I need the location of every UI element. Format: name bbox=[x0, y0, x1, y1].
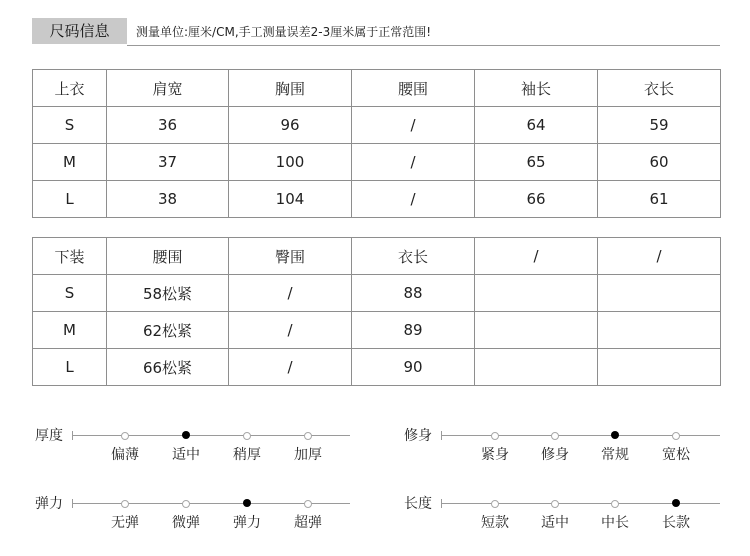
scale-dot bbox=[551, 500, 559, 508]
bottoms-size-table bbox=[32, 237, 721, 386]
table-cell bbox=[475, 275, 598, 312]
table-row bbox=[33, 181, 721, 218]
table-cell: / bbox=[352, 107, 475, 144]
scale-label: 长度 bbox=[404, 496, 432, 512]
measurement-note: 测量单位:厘米/CM,手工测量误差2-3厘米属于正常范围! bbox=[136, 25, 432, 39]
scale-dot-selected bbox=[243, 499, 251, 507]
table-cell: 104 bbox=[229, 181, 352, 218]
table-cell: 96 bbox=[229, 107, 352, 144]
scale-option: 紧身 bbox=[481, 447, 509, 463]
fit-scale bbox=[404, 428, 720, 471]
scale-label: 修身 bbox=[404, 428, 432, 444]
table-cell: / bbox=[352, 144, 475, 181]
table-cell bbox=[598, 349, 721, 386]
scale-option: 弹力 bbox=[233, 515, 261, 531]
table-cell: 88 bbox=[352, 275, 475, 312]
length-scale bbox=[404, 496, 720, 539]
scale-label: 弹力 bbox=[35, 496, 63, 512]
scale-option: 适中 bbox=[172, 447, 200, 463]
table-cell: 66 bbox=[475, 181, 598, 218]
header-cell: / bbox=[598, 238, 721, 275]
table-cell: M bbox=[33, 144, 107, 181]
scale-option: 短款 bbox=[481, 515, 509, 531]
scale-dot bbox=[121, 500, 129, 508]
scale-option: 修身 bbox=[541, 447, 569, 463]
table-cell: 64 bbox=[475, 107, 598, 144]
table-cell: S bbox=[33, 107, 107, 144]
table-cell: / bbox=[352, 181, 475, 218]
table-cell: 65 bbox=[475, 144, 598, 181]
table-cell: / bbox=[229, 275, 352, 312]
table-row bbox=[33, 312, 721, 349]
scale-option: 无弹 bbox=[111, 515, 139, 531]
table-cell: / bbox=[229, 349, 352, 386]
table-row bbox=[33, 144, 721, 181]
table-cell bbox=[475, 349, 598, 386]
scale-dot bbox=[551, 432, 559, 440]
scale-dot-selected bbox=[611, 431, 619, 439]
scale-dot-selected bbox=[182, 431, 190, 439]
table-row bbox=[33, 349, 721, 386]
table-cell: 58松紧 bbox=[107, 275, 229, 312]
header-cell: 腰围 bbox=[107, 238, 229, 275]
scale-option: 适中 bbox=[541, 515, 569, 531]
table-cell: 100 bbox=[229, 144, 352, 181]
table-row bbox=[33, 107, 721, 144]
header-divider bbox=[127, 45, 720, 46]
scale-option: 宽松 bbox=[662, 447, 690, 463]
scale-option: 超弹 bbox=[294, 515, 322, 531]
table-cell: / bbox=[229, 312, 352, 349]
header-cell: 衣长 bbox=[352, 238, 475, 275]
table-cell: 37 bbox=[107, 144, 229, 181]
table-cell: 38 bbox=[107, 181, 229, 218]
scale-dot bbox=[304, 500, 312, 508]
size-info-tag: 尺码信息 bbox=[32, 18, 127, 44]
scale-option: 偏薄 bbox=[111, 447, 139, 463]
header-cell: 臀围 bbox=[229, 238, 352, 275]
header-cell: 下装 bbox=[33, 238, 107, 275]
scale-option: 加厚 bbox=[294, 447, 322, 463]
scale-option: 长款 bbox=[662, 515, 690, 531]
table-cell bbox=[475, 312, 598, 349]
header-cell: 上衣 bbox=[33, 70, 107, 107]
table-cell: 61 bbox=[598, 181, 721, 218]
table-cell: L bbox=[33, 181, 107, 218]
table-header-row bbox=[33, 238, 721, 275]
header-cell: 肩宽 bbox=[107, 70, 229, 107]
table-cell: 59 bbox=[598, 107, 721, 144]
thickness-scale bbox=[35, 428, 350, 471]
table-cell: 60 bbox=[598, 144, 721, 181]
table-header-row bbox=[33, 70, 721, 107]
header-cell: 袖长 bbox=[475, 70, 598, 107]
scale-dot bbox=[611, 500, 619, 508]
scale-dot bbox=[491, 500, 499, 508]
scale-option: 微弹 bbox=[172, 515, 200, 531]
scale-option: 稍厚 bbox=[233, 447, 261, 463]
table-cell: 66松紧 bbox=[107, 349, 229, 386]
header-cell: 衣长 bbox=[598, 70, 721, 107]
elasticity-scale bbox=[35, 496, 350, 539]
table-cell: 89 bbox=[352, 312, 475, 349]
scale-option: 常规 bbox=[601, 447, 629, 463]
table-cell bbox=[598, 275, 721, 312]
table-cell: 62松紧 bbox=[107, 312, 229, 349]
header-cell: 胸围 bbox=[229, 70, 352, 107]
header-cell: 腰围 bbox=[352, 70, 475, 107]
scale-dot bbox=[491, 432, 499, 440]
scale-dot-selected bbox=[672, 499, 680, 507]
size-info-header bbox=[32, 16, 720, 46]
scale-label: 厚度 bbox=[35, 428, 63, 444]
table-row bbox=[33, 275, 721, 312]
scale-dot bbox=[121, 432, 129, 440]
tops-size-table bbox=[32, 69, 721, 218]
scale-dot bbox=[304, 432, 312, 440]
table-cell: L bbox=[33, 349, 107, 386]
table-cell: S bbox=[33, 275, 107, 312]
scale-dot bbox=[182, 500, 190, 508]
table-cell bbox=[598, 312, 721, 349]
table-cell: M bbox=[33, 312, 107, 349]
scale-dot bbox=[243, 432, 251, 440]
header-cell: / bbox=[475, 238, 598, 275]
scale-dot bbox=[672, 432, 680, 440]
table-cell: 90 bbox=[352, 349, 475, 386]
scale-option: 中长 bbox=[601, 515, 629, 531]
table-cell: 36 bbox=[107, 107, 229, 144]
